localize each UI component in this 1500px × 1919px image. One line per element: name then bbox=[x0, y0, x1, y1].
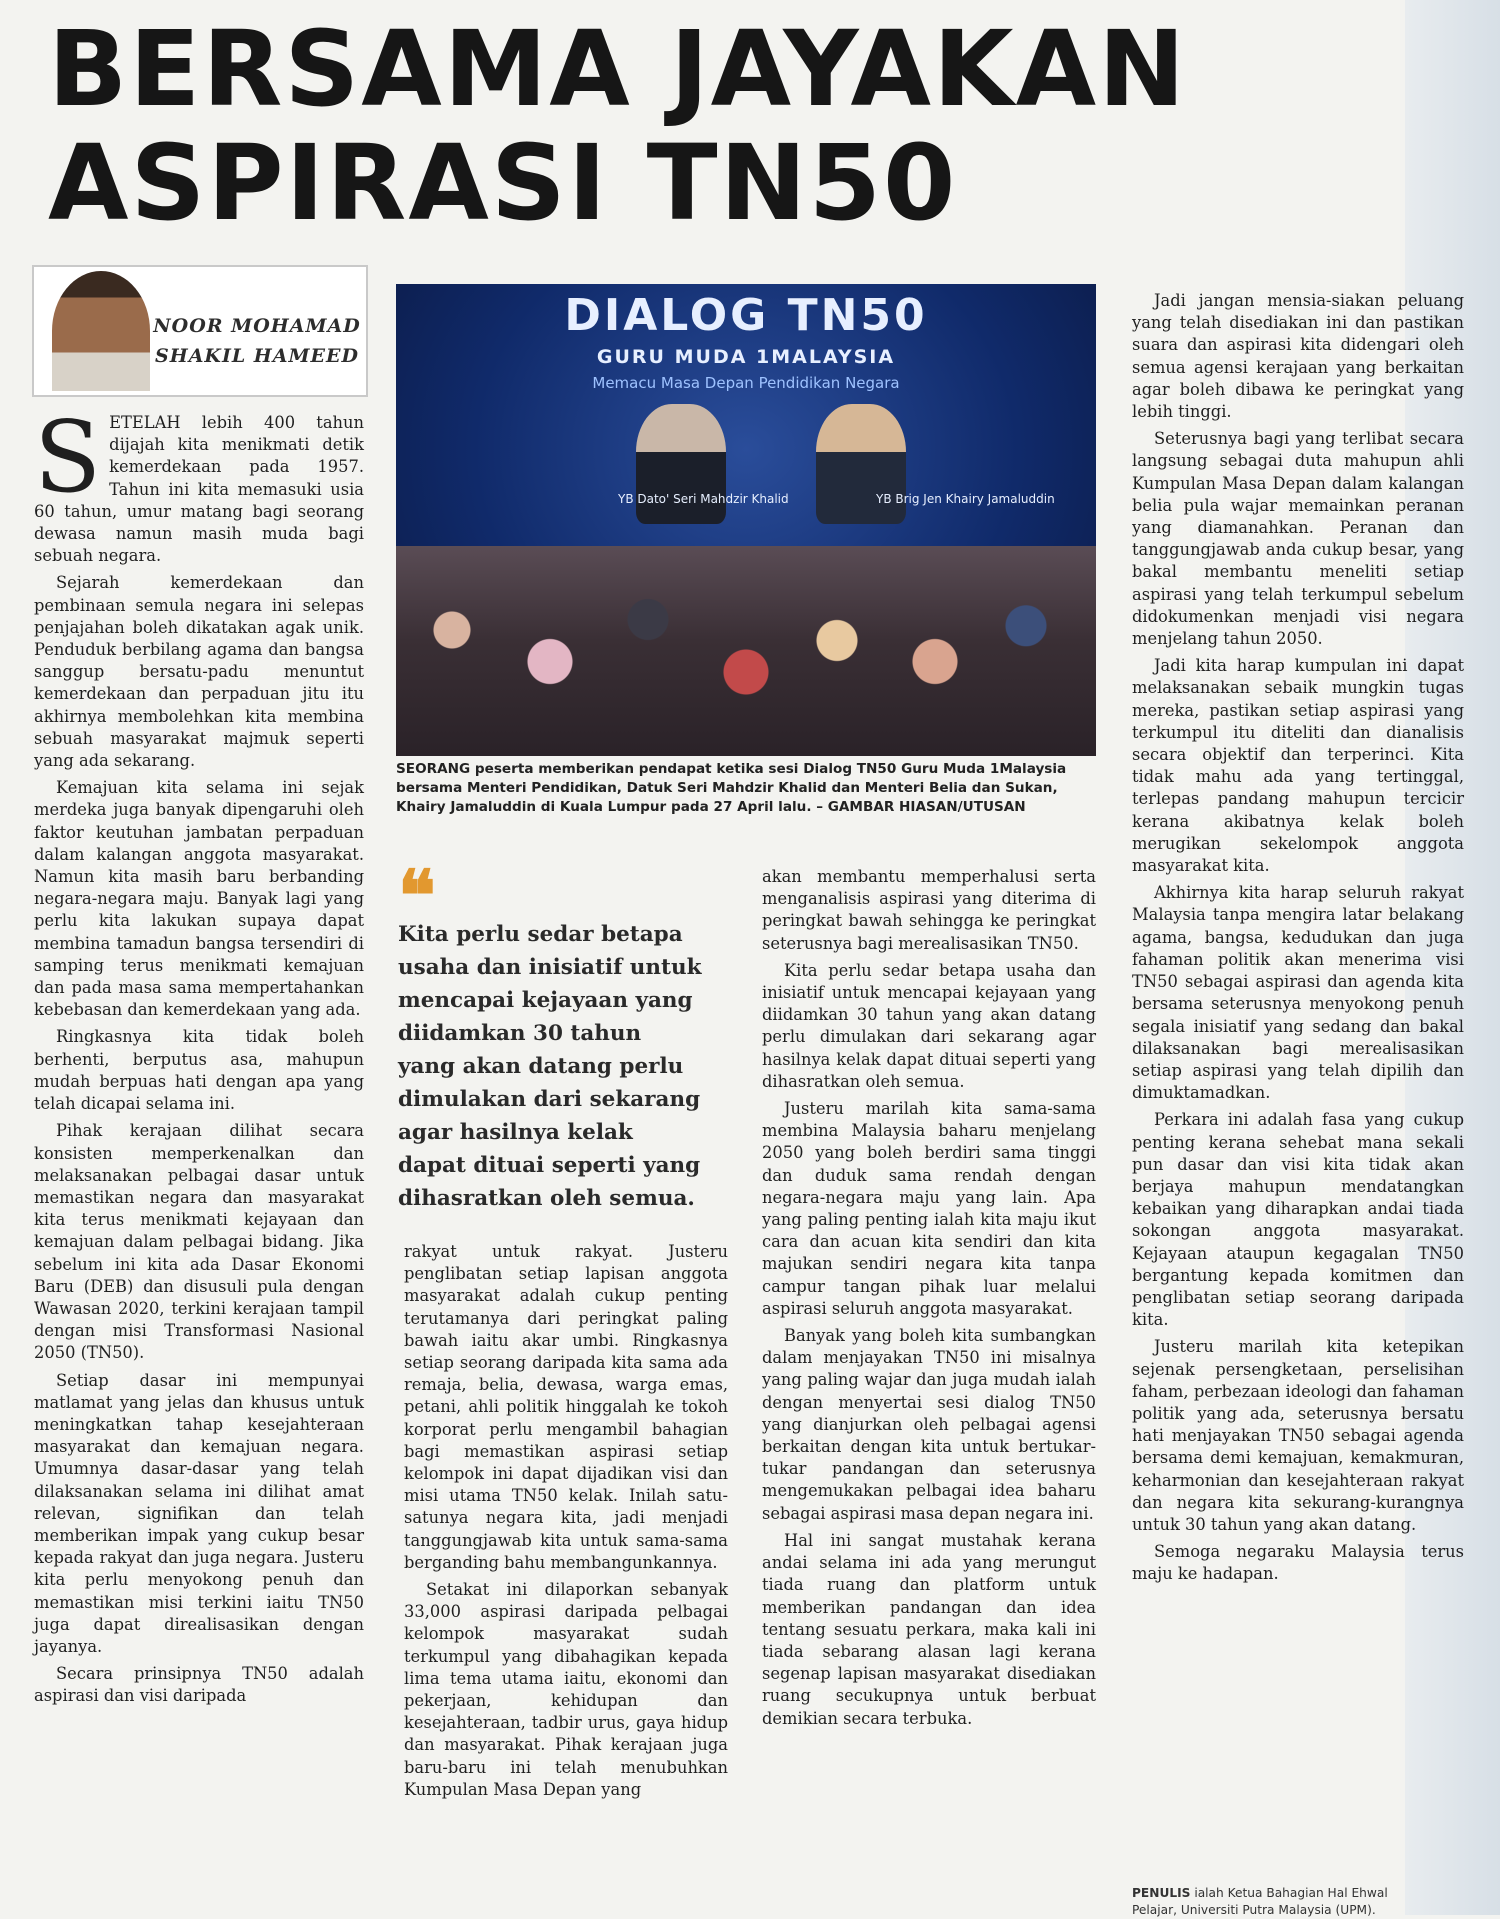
quote-icon: ❝ bbox=[398, 854, 436, 937]
paragraph: Ringkasnya kita tidak boleh berhenti, berputus asa, mahupun mudah berpuas hati dengan apa yang telah dicapai selama ini. bbox=[34, 1027, 364, 1114]
author-avatar bbox=[52, 271, 150, 391]
pull-quote-line: diidamkan 30 tahun bbox=[398, 1021, 642, 1046]
drop-cap: S bbox=[34, 401, 102, 515]
paragraph: Seterusnya bagi yang terlibat secara langsung sebagai duta mahupun ahli Kumpulan Masa Depan dalam kalangan belia pula wajar memainkan peranan yang diamanahkan. Peranan dan tanggungjawab anda cukup besar, yang bakal membantu meneliti setiap aspirasi yang telah terkumpul sebelum didokumenkan menjadi visi negara menjelang tahun 2050. bbox=[1132, 429, 1464, 649]
photo-audience bbox=[396, 546, 1096, 756]
article-column-4 bbox=[1132, 290, 1464, 1591]
pull-quote-line: yang akan datang perlu bbox=[398, 1054, 684, 1079]
pull-quote-line: mencapai kejayaan yang bbox=[398, 988, 693, 1013]
author-name bbox=[152, 311, 362, 371]
pull-quote-line: agar hasilnya kelak bbox=[398, 1120, 633, 1145]
paragraph: Kita perlu sedar betapa usaha dan inisiatif untuk mencapai kejayaan yang diidamkan 30 tahun yang akan datang perlu dimulakan dari sekarang agar hasilnya kelak dapat dituai seperti yang dihasratkan oleh semua. bbox=[762, 960, 1096, 1091]
paragraph: Pihak kerajaan dilihat secara konsisten memperkenalkan dan melaksanakan pelbagai dasar untuk memastikan negara dan masyarakat kita terus menikmati kejayaan dan kemajuan dalam pelbagai bidang. Jika sebelum ini kita ada Dasar Ekonomi Baru (DEB) dan disusuli pula dengan Wawasan 2020, terkini kerajaan tampil dengan misi Transformasi Nasional 2050 (TN50). bbox=[34, 1121, 364, 1363]
author-box bbox=[32, 265, 368, 397]
photo-caption: SEORANG peserta memberikan pendapat ketika sesi Dialog TN50 Guru Muda 1Malaysia bersama Menteri Pendidikan, Datuk Seri Mahdzir Khalid dan Menteri Belia dan Sukan, Khairy Jamaluddin di Kuala Lumpur pada 27 April lalu. – GAMBAR HIASAN/UTUSAN bbox=[396, 761, 1067, 815]
paragraph: Akhirnya kita harap seluruh rakyat Malaysia tanpa mengira latar belakang agama, bangsa, kedudukan dan juga fahaman politik akan menerima visi TN50 sebagai aspirasi dan agenda kita bersama seterusnya menyokong penuh segala inisiatif yang sedang dan bakal dilaksanakan bagi merealisasikan setiap aspirasi yang telah dipilih dan dimuktamadkan. bbox=[1132, 883, 1464, 1103]
pull-quote-line: dapat dituai seperti yang bbox=[398, 1153, 701, 1178]
headline bbox=[48, 8, 1208, 244]
pull-quote-line: dihasratkan oleh semua. bbox=[398, 1186, 695, 1211]
paragraph: Jadi kita harap kumpulan ini dapat melaksanakan sebaik mungkin tugas mereka, pastikan setiap aspirasi yang terkumpul itu diteliti dan dianalisis secara objektif dan terperinci. Kita tidak mahu ada yang tertinggal, terlepas pandang mahupun tercicir kerana akibatnya kelak boleh merugikan sekelompok anggota masyarakat kita. bbox=[1132, 656, 1464, 876]
photo-screen-title: DIALOG TN50 bbox=[564, 290, 928, 341]
photo-minister-right bbox=[816, 404, 906, 524]
paragraph: Banyak yang boleh kita sumbangkan dalam menjayakan TN50 ini misalnya yang paling wajar dan juga mudah ialah dengan menyertai sesi dialog TN50 yang dianjurkan oleh pelbagai agensi berkaitan dengan kita untuk bertukar-tukar pandangan dan seterusnya mengemukakan pelbagai idea baharu sebagai aspirasi masa depan negara ini. bbox=[762, 1326, 1096, 1523]
paragraph: Justeru marilah kita ketepikan sejenak persengketaan, perselisihan faham, perbezaan ideologi dan fahaman politik yang ada, seterusnya bersatu hati menjayakan TN50 sebagai agenda bersama demi kemajuan, kemakmuran, keharmonian dan kesejahteraan rakyat dan negara kita sekurang-kurangnya untuk 30 tahun yang akan datang. bbox=[1132, 1337, 1464, 1534]
paragraph: Setiap dasar ini mempunyai matlamat yang jelas dan khusus untuk meningkatkan tahap kesejahteraan masyarakat dan kemajuan negara. Umumnya dasar-dasar yang telah dilaksanakan selama ini dilihat amat relevan, signifikan dan telah memberikan impak yang cukup besar kepada rakyat dan juga negara. Justeru kita perlu menyokong penuh dan memastikan misi terkini iaitu TN50 juga dapat direalisasikan dengan jayanya. bbox=[34, 1370, 364, 1656]
writer-note-text: ialah Ketua Bahagian Hal Ehwal Pelajar, Universiti Putra Malaysia (UPM). bbox=[1132, 1886, 1388, 1917]
headline-line-2: ASPIRASI TN50 bbox=[48, 122, 958, 244]
paragraph: Jadi jangan mensia-siakan peluang yang telah disediakan ini dan pastikan suara dan aspirasi kita didengari oleh semua agensi kerajaan yang berkaitan agar boleh dibawa ke peringkat yang lebih tinggi. bbox=[1132, 291, 1464, 422]
photo-left-caption: YB Dato' Seri Mahdzir Khalid bbox=[618, 492, 789, 506]
pull-quote-line: dimulakan dari sekarang bbox=[398, 1087, 701, 1112]
photo-screen-subtitle: GURU MUDA 1MALAYSIA bbox=[596, 346, 896, 368]
event-photo bbox=[396, 284, 1096, 756]
article-column-3 bbox=[762, 866, 1096, 1735]
photo-screen-tagline: Memacu Masa Depan Pendidikan Negara bbox=[592, 374, 900, 392]
headline-line-1: BERSAMA JAYAKAN bbox=[48, 8, 1188, 130]
paragraph: Secara prinsipnya TN50 adalah aspirasi dan visi daripada bbox=[34, 1664, 364, 1706]
pull-quote-line: Kita perlu sedar betapa bbox=[398, 922, 683, 947]
paragraph: Justeru marilah kita sama-sama membina Malaysia baharu menjelang 2050 yang boleh berdiri sama tinggi dan duduk sama rendah dengan negara-negara maju yang lain. Apa yang paling penting ialah kita maju ikut cara dan acuan kita sendiri dan kita majukan sendiri negara kita tanpa campur tangan pihak luar melalui aspirasi seluruh anggota masyarakat. bbox=[762, 1099, 1096, 1318]
pull-quote bbox=[398, 918, 728, 1215]
photo-minister-left bbox=[636, 404, 726, 524]
paragraph: Setakat ini dilaporkan sebanyak 33,000 aspirasi daripada pelbagai kelompok masyarakat sudah terkumpul yang dibahagikan kepada lima tema utama iaitu, ekonomi dan pekerjaan, kehidupan dan kesejahteraan, tadbir urus, gaya hidup dan masyarakat. Pihak kerajaan juga baru-baru ini telah menubuhkan Kumpulan Masa Depan yang bbox=[404, 1580, 728, 1799]
article-column-2 bbox=[404, 1241, 728, 1806]
pull-quote-line: usaha dan inisiatif untuk bbox=[398, 955, 702, 980]
paragraph: Kemajuan kita selama ini sejak merdeka juga banyak dipengaruhi oleh faktor keutuhan jambatan perpaduan dalam kalangan anggota masyarakat. Namun kita masih baru berbanding negara-negara maju. Banyak lagi yang perlu kita lakukan supaya dapat membina tamadun bangsa tersendiri di samping terus menikmati kemajuan dan pada masa sama mempertahankan kebebasan dan kemerdekaan yang ada. bbox=[34, 778, 364, 1020]
paragraph: Sejarah kemerdekaan dan pembinaan semula negara ini selepas penjajahan boleh dikatakan agak unik. Penduduk berbilang agama dan bangsa sanggup bersatu-padu menuntut kemerdekaan dan perpaduan jitu itu akhirnya membolehkan kita membina sebuah masyarakat majmuk seperti yang ada sekarang. bbox=[34, 573, 364, 771]
paragraph: Hal ini sangat mustahak kerana andai selama ini ada yang merungut tiada ruang dan platform untuk memberikan pandangan dan idea tentang sesuatu perkara, maka kali ini tiada sebarang alasan lagi kerana segenap lapisan masyarakat disediakan ruang secukupnya untuk berbuat demikian secara terbuka. bbox=[762, 1530, 1096, 1728]
article-column-1 bbox=[34, 401, 364, 1713]
writer-note-label: PENULIS bbox=[1132, 1886, 1191, 1900]
paragraph: akan membantu memperhalusi serta menganalisis aspirasi yang diterima di peringkat bawah sehingga ke peringkat seterusnya bagi merealisasikan TN50. bbox=[762, 867, 1096, 953]
paragraph-text: ETELAH lebih 400 tahun dijajah kita menikmati detik kemerdekaan pada 1957. Tahun ini kita memasuki usia 60 tahun, umur matang bagi seorang dewasa namun masih muda bagi sebuah negara. bbox=[34, 413, 364, 566]
author-name-line-1: NOOR MOHAMAD bbox=[153, 315, 361, 337]
photo-right-caption: YB Brig Jen Khairy Jamaluddin bbox=[876, 492, 1055, 506]
paragraph bbox=[34, 401, 364, 567]
paragraph: Perkara ini adalah fasa yang cukup penting kerana sehebat mana sekali pun dasar dan visi kita tidak akan berjaya mahupun mendatangkan kebaikan yang diharapkan andai tiada sokongan anggota masyarakat. Kejayaan ataupun kegagalan TN50 bergantung kepada komitmen dan penglibatan setiap seorang daripada kita. bbox=[1132, 1110, 1464, 1330]
author-name-line-2: SHAKIL HAMEED bbox=[155, 345, 359, 367]
writer-note bbox=[1132, 1885, 1432, 1919]
paragraph: rakyat untuk rakyat. Justeru penglibatan setiap lapisan anggota masyarakat adalah cukup penting terutamanya dari peringkat paling bawah iaitu akar umbi. Ringkasnya setiap seorang daripada kita sama ada remaja, belia, dewasa, warga emas, petani, ahli politik hinggalah ke tokoh korporat perlu mengambil bahagian bagi memastikan aspirasi setiap kelompok ini dapat dijadikan visi dan misi utama TN50 kelak. Inilah satu-satunya negara kita, jadi menjadi tanggungjawab kita untuk sama-sama berganding bahu membangunkannya. bbox=[404, 1242, 728, 1572]
paragraph: Semoga negaraku Malaysia terus maju ke hadapan. bbox=[1132, 1542, 1464, 1584]
